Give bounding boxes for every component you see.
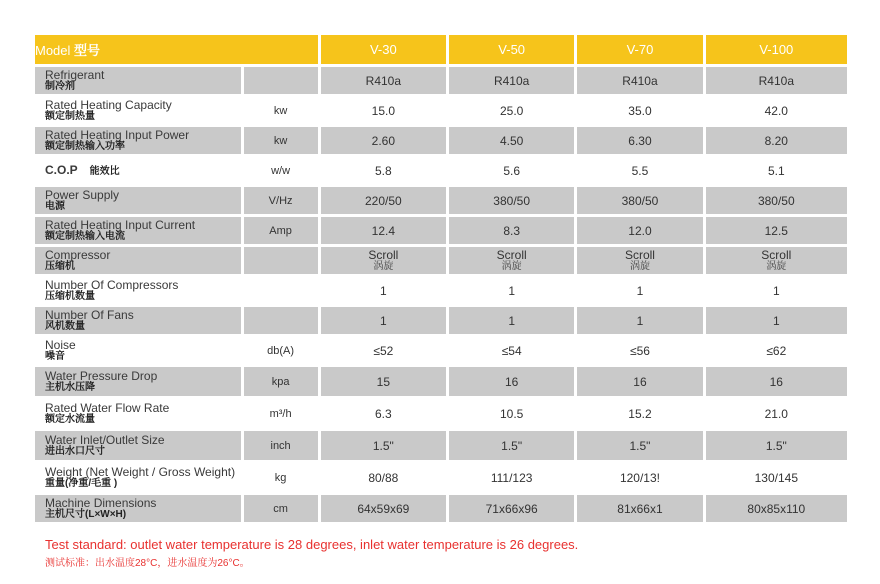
- spec-value-cn: 涡旋: [766, 261, 787, 272]
- spec-label-cn: 风机数量: [45, 320, 85, 332]
- spec-unit: w/w: [244, 157, 321, 187]
- model-v100: V-100: [706, 35, 847, 67]
- spec-label: [35, 337, 244, 367]
- spec-row: [35, 337, 847, 367]
- spec-label-cn: 额定制热量: [45, 110, 95, 122]
- spec-value: 1.5": [706, 431, 847, 463]
- spec-label-cn: 能效比: [89, 165, 120, 177]
- spec-value: ≤56: [577, 337, 705, 367]
- spec-label-en: C.O.P: [45, 162, 78, 177]
- spec-label: [35, 307, 244, 337]
- spec-label: [35, 463, 244, 495]
- model-v70: V-70: [577, 35, 705, 67]
- spec-value: 64x59x69: [321, 495, 449, 525]
- spec-value: 1.5": [449, 431, 577, 463]
- spec-unit: kpa: [244, 367, 321, 399]
- spec-unit: [244, 67, 321, 97]
- header-row: [35, 35, 847, 67]
- spec-row: [35, 187, 847, 217]
- spec-value: 380/50: [449, 187, 577, 217]
- spec-label-en: Rated Water Flow Rate: [45, 400, 170, 415]
- spec-value: R410a: [321, 67, 449, 97]
- spec-value: 71x66x96: [449, 495, 577, 525]
- spec-value: R410a: [706, 67, 847, 97]
- spec-label-en: Rated Heating Input Power: [45, 127, 190, 142]
- spec-value: ≤54: [449, 337, 577, 367]
- spec-label-cn: 压缩机数量: [45, 290, 95, 302]
- spec-value: R410a: [449, 67, 577, 97]
- spec-value: 1: [321, 307, 449, 337]
- spec-label: [35, 247, 244, 277]
- spec-value: 42.0: [706, 97, 847, 127]
- spec-unit: [244, 277, 321, 307]
- spec-label-cn: 电源: [45, 200, 65, 212]
- spec-label-cn: 压缩机: [45, 260, 75, 272]
- spec-row: [35, 277, 847, 307]
- spec-label: [35, 67, 244, 97]
- spec-value: 12.4: [321, 217, 449, 247]
- spec-value: 6.30: [577, 127, 705, 157]
- spec-value: 380/50: [706, 187, 847, 217]
- spec-value: ≤52: [321, 337, 449, 367]
- spec-value: 25.0: [449, 97, 577, 127]
- spec-value: 21.0: [706, 399, 847, 431]
- spec-value: 8.20: [706, 127, 847, 157]
- spec-value: 4.50: [449, 127, 577, 157]
- spec-table: [35, 35, 847, 525]
- spec-value-cn: 涡旋: [501, 261, 522, 272]
- spec-row: [35, 463, 847, 495]
- spec-unit: kw: [244, 97, 321, 127]
- spec-value: 1: [449, 307, 577, 337]
- spec-value: 2.60: [321, 127, 449, 157]
- spec-value: 16: [449, 367, 577, 399]
- spec-value: 1: [706, 307, 847, 337]
- spec-value-en: Scroll: [761, 248, 792, 262]
- spec-label-cn: 重量(净重/毛重 ): [45, 477, 118, 489]
- spec-value: 130/145: [706, 463, 847, 495]
- spec-label: [35, 97, 244, 127]
- spec-row: [35, 495, 847, 525]
- spec-row: [35, 217, 847, 247]
- spec-value: [321, 247, 449, 277]
- spec-unit: kw: [244, 127, 321, 157]
- model-label-en: Model: [35, 43, 71, 58]
- spec-label: [35, 277, 244, 307]
- spec-value-en: Scroll: [368, 248, 399, 262]
- model-header: [35, 35, 321, 67]
- spec-label-en: Refrigerant: [45, 67, 105, 82]
- spec-label-cn: 主机尺寸(L×W×H): [45, 508, 127, 520]
- spec-label-cn: 额定制热输入电流: [45, 230, 125, 242]
- spec-value: 80/88: [321, 463, 449, 495]
- spec-label-en: Rated Heating Capacity: [45, 97, 172, 112]
- spec-label: [35, 187, 244, 217]
- spec-row: [35, 157, 847, 187]
- spec-label-en: Number Of Fans: [45, 307, 134, 322]
- spec-value: 111/123: [449, 463, 577, 495]
- spec-value: 1: [706, 277, 847, 307]
- spec-unit: db(A): [244, 337, 321, 367]
- spec-value: 5.8: [321, 157, 449, 187]
- spec-label-en: Weight (Net Weight / Gross Weight): [45, 464, 236, 479]
- spec-value-en: Scroll: [496, 248, 527, 262]
- spec-value: 80x85x110: [706, 495, 847, 525]
- spec-value: 1.5": [577, 431, 705, 463]
- spec-unit: V/Hz: [244, 187, 321, 217]
- spec-value: 12.0: [577, 217, 705, 247]
- spec-unit: [244, 247, 321, 277]
- spec-row: [35, 399, 847, 431]
- spec-label-en: Number Of Compressors: [45, 277, 179, 292]
- spec-unit: Amp: [244, 217, 321, 247]
- spec-value: 1: [577, 277, 705, 307]
- spec-label-en: Noise: [45, 337, 76, 352]
- spec-label: [35, 217, 244, 247]
- spec-row: [35, 67, 847, 97]
- spec-row: [35, 307, 847, 337]
- spec-label-en: Water Pressure Drop: [45, 368, 158, 383]
- spec-row: [35, 431, 847, 463]
- spec-label: [35, 157, 244, 187]
- spec-label: [35, 431, 244, 463]
- spec-row: [35, 97, 847, 127]
- spec-value: 12.5: [706, 217, 847, 247]
- spec-label-cn: 进出水口尺寸: [45, 445, 105, 457]
- spec-value: 15.0: [321, 97, 449, 127]
- spec-label-en: Machine Dimensions: [45, 495, 157, 510]
- spec-label-cn: 额定水流量: [45, 413, 95, 425]
- spec-value: 16: [706, 367, 847, 399]
- spec-label-en: Compressor: [45, 247, 111, 262]
- spec-value: 16: [577, 367, 705, 399]
- spec-unit: kg: [244, 463, 321, 495]
- spec-value: 10.5: [449, 399, 577, 431]
- spec-value: 1: [577, 307, 705, 337]
- spec-value-cn: 涡旋: [373, 261, 394, 272]
- spec-value: 5.6: [449, 157, 577, 187]
- spec-value: [577, 247, 705, 277]
- spec-label-en: Power Supply: [45, 187, 120, 202]
- spec-value: 220/50: [321, 187, 449, 217]
- spec-value: 1.5": [321, 431, 449, 463]
- spec-value: 15: [321, 367, 449, 399]
- spec-value: [706, 247, 847, 277]
- spec-label: [35, 127, 244, 157]
- spec-value: [449, 247, 577, 277]
- spec-value-en: Scroll: [624, 248, 655, 262]
- spec-row: [35, 247, 847, 277]
- spec-unit: cm: [244, 495, 321, 525]
- spec-label-cn: 制冷剂: [45, 80, 75, 92]
- spec-value: 1: [321, 277, 449, 307]
- spec-row: [35, 127, 847, 157]
- test-standard-note-cn: 测试标准：出水温度28°C，进水温度为26°C。: [45, 558, 250, 569]
- spec-value: 6.3: [321, 399, 449, 431]
- spec-value: 1: [449, 277, 577, 307]
- spec-unit: inch: [244, 431, 321, 463]
- model-v30: V-30: [321, 35, 449, 67]
- spec-label-cn: 主机水压降: [45, 381, 95, 393]
- model-v50: V-50: [449, 35, 577, 67]
- spec-value: 15.2: [577, 399, 705, 431]
- spec-label-en: Rated Heating Input Current: [45, 217, 196, 232]
- spec-row: [35, 367, 847, 399]
- spec-label-cn: 噪音: [45, 350, 65, 362]
- spec-label: [35, 399, 244, 431]
- spec-label-cn: 额定制热输入功率: [45, 140, 125, 152]
- spec-value: 120/13!: [577, 463, 705, 495]
- model-label-cn: 型号: [74, 43, 101, 58]
- spec-value: 5.1: [706, 157, 847, 187]
- spec-value: 81x66x1: [577, 495, 705, 525]
- spec-unit: m³/h: [244, 399, 321, 431]
- spec-value: R410a: [577, 67, 705, 97]
- spec-value: 380/50: [577, 187, 705, 217]
- spec-value: 35.0: [577, 97, 705, 127]
- spec-unit: [244, 307, 321, 337]
- spec-value: ≤62: [706, 337, 847, 367]
- test-standard-note: Test standard: outlet water temperature is 28 degrees, inlet water temperature is 26 degrees.: [45, 537, 579, 552]
- spec-label: [35, 367, 244, 399]
- spec-value: 5.5: [577, 157, 705, 187]
- spec-value-cn: 涡旋: [629, 261, 650, 272]
- spec-label: [35, 495, 244, 525]
- spec-label-en: Water Inlet/Outlet Size: [45, 432, 165, 447]
- spec-value: 8.3: [449, 217, 577, 247]
